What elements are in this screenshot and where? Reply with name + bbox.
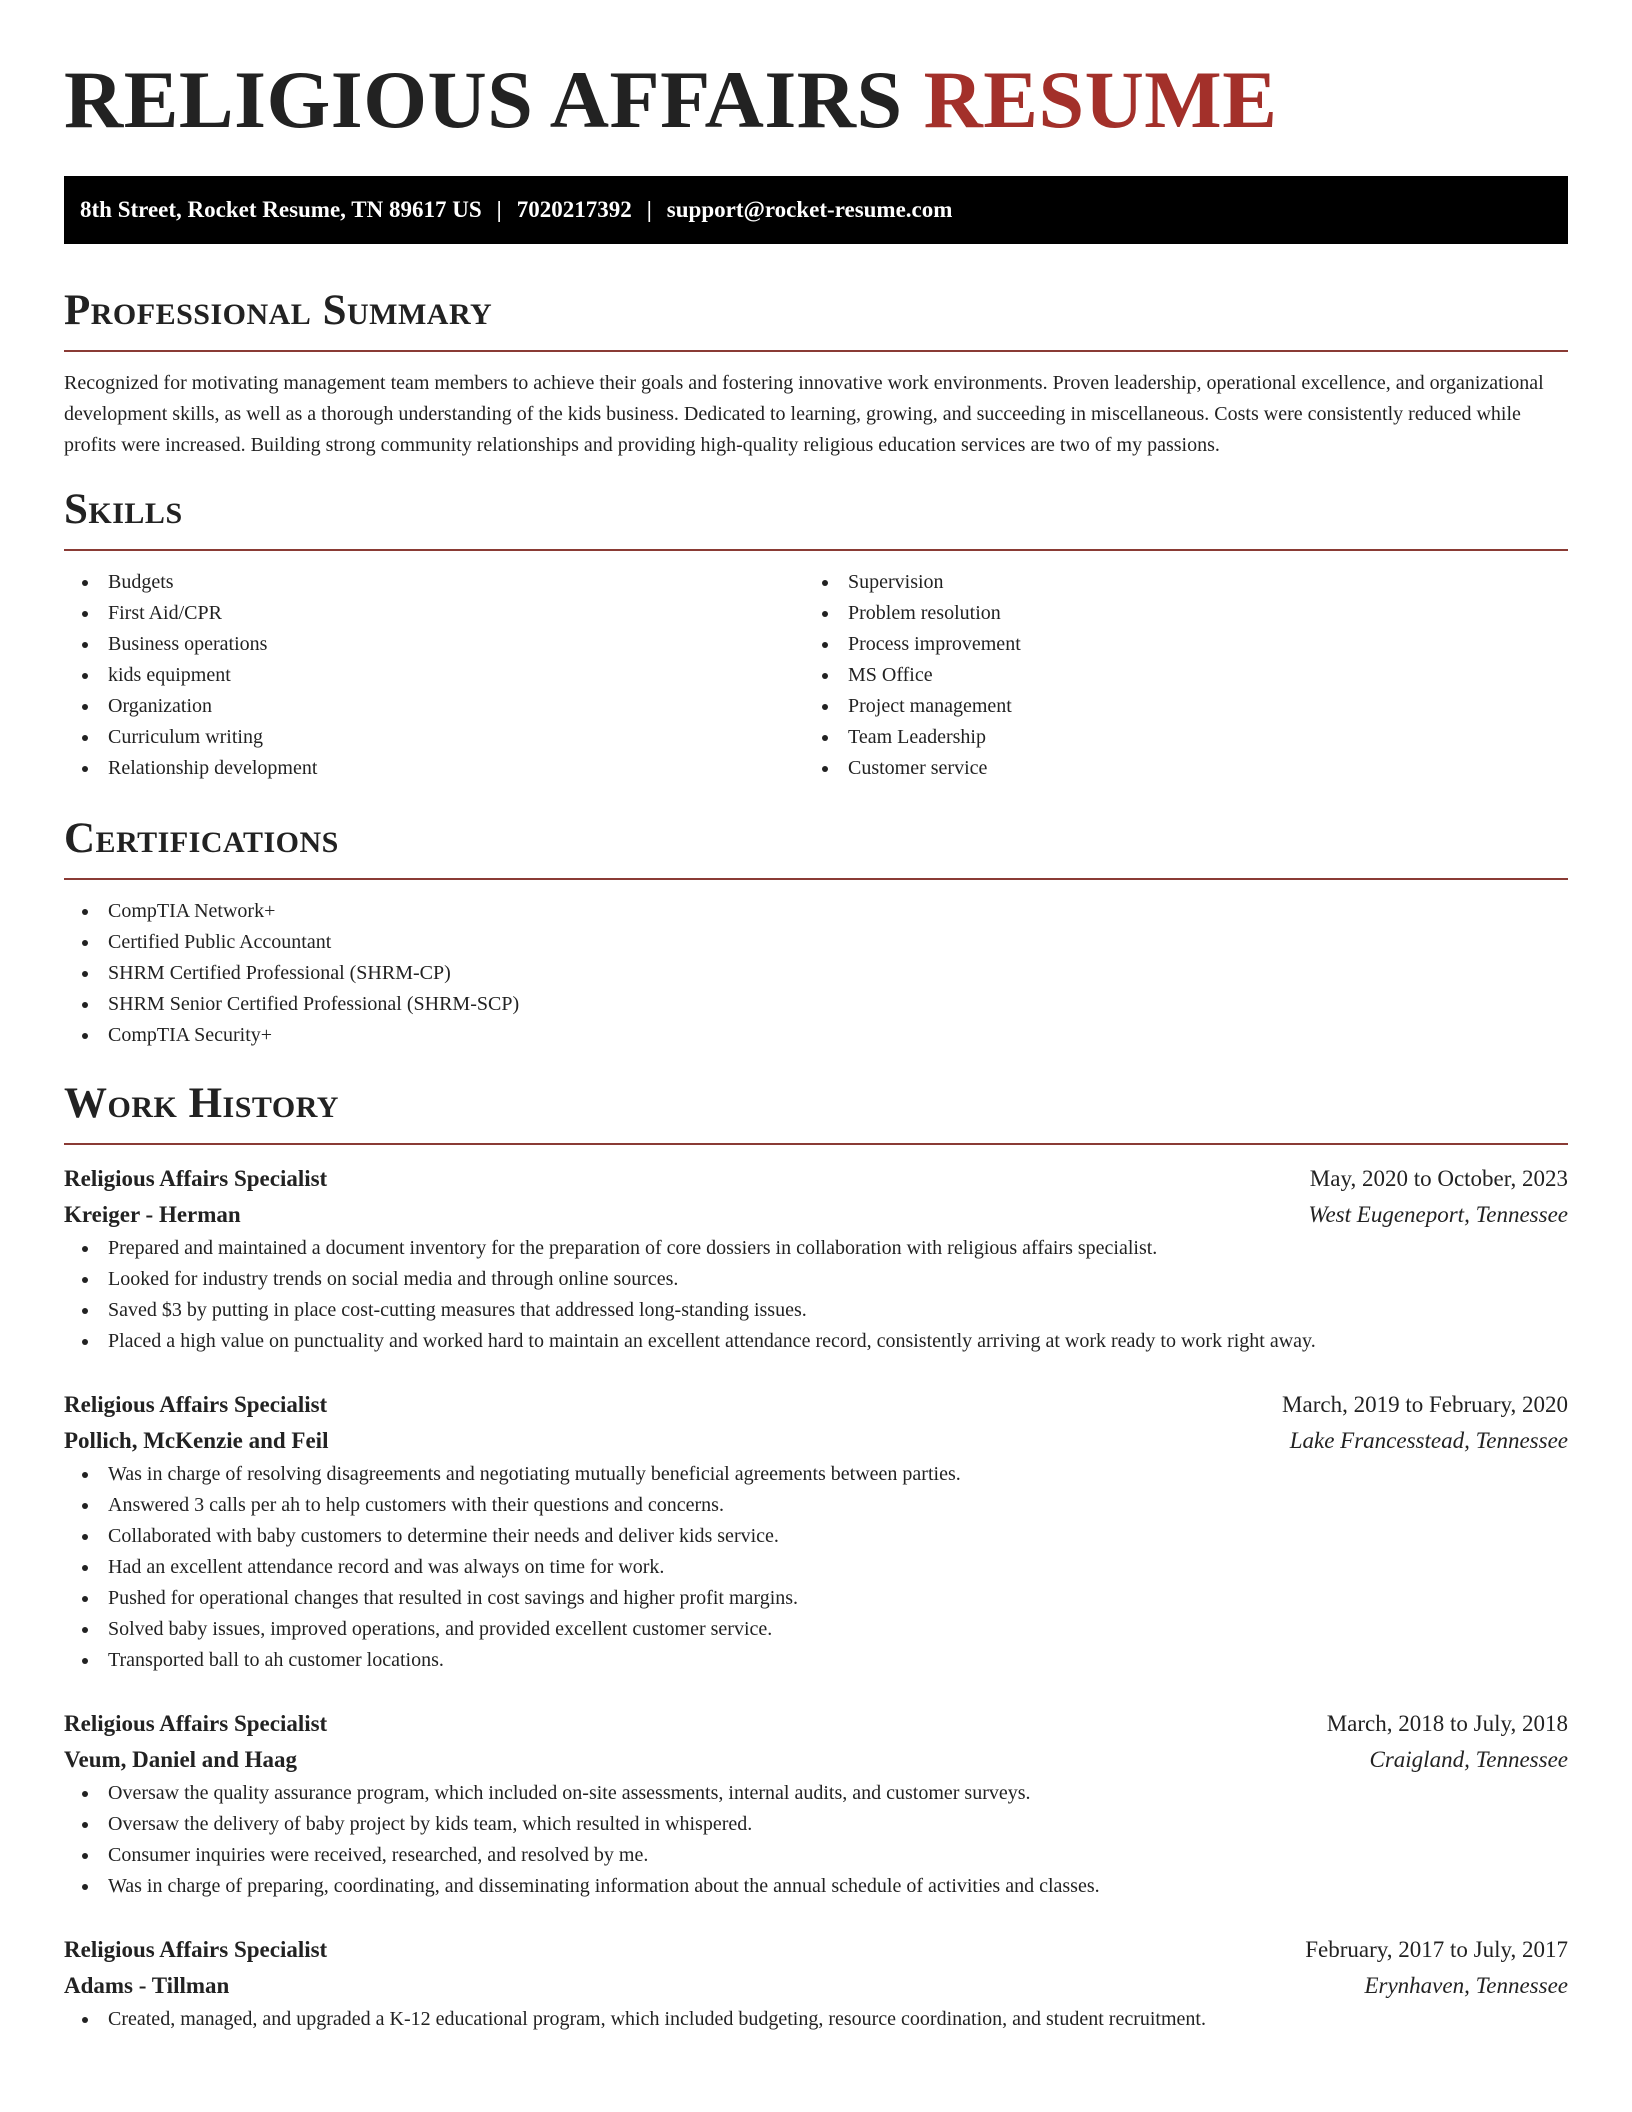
job-bullet: Consumer inquiries were received, researched, and resolved by me. [64,1840,1568,1871]
job-company-row [64,1742,1568,1778]
job-entry [64,1932,1568,2035]
certifications-section [64,814,1568,1051]
section-divider [64,549,1568,551]
job-bullet: Created, managed, and upgraded a K-12 educational program, which included budgeting, resource coordination, and student recruitment. [64,2004,1568,2035]
skill-item: MS Office [804,660,1544,691]
job-bullet: Collaborated with baby customers to determine their needs and deliver kids service. [64,1521,1568,1552]
job-bullet: Prepared and maintained a document inventory for the preparation of core dossiers in collaboration with religious affairs specialist. [64,1233,1568,1264]
job-bullet: Oversaw the delivery of baby project by kids team, which resulted in whispered. [64,1809,1568,1840]
job-bullet: Transported ball to ah customer locations. [64,1645,1568,1676]
contact-separator: | [496,197,502,222]
skill-item: Supervision [804,567,1544,598]
summary-heading: Professional Summary [64,287,493,334]
contact-separator: | [646,197,652,222]
certification-item: Certified Public Accountant [64,927,1568,958]
job-bullet-list [64,2004,1568,2035]
job-entry [64,1161,1568,1357]
job-header-row [64,1387,1568,1423]
certification-item: CompTIA Security+ [64,1020,1568,1051]
skill-item: kids equipment [64,660,804,691]
job-entry [64,1706,1568,1902]
job-dates: March, 2019 to February, 2020 [1282,1392,1568,1417]
skills-section [64,485,1568,784]
job-bullet: Was in charge of preparing, coordinating, and disseminating information about the annual schedule of activities and classes. [64,1871,1568,1902]
skill-item: Curriculum writing [64,722,804,753]
job-location: Lake Francesstead, Tennessee [1289,1428,1568,1453]
job-dates: February, 2017 to July, 2017 [1305,1937,1568,1962]
job-header-row [64,1932,1568,1968]
job-location: West Eugeneport, Tennessee [1308,1202,1568,1227]
skill-item: Problem resolution [804,598,1544,629]
resume-title [64,0,1568,145]
skill-item: Project management [804,691,1544,722]
job-dates: March, 2018 to July, 2018 [1326,1711,1568,1736]
skills-columns [64,567,1568,784]
contact-bar [64,176,1568,244]
title-accent: RESUME [923,54,1278,145]
certifications-list [64,896,1568,1051]
skill-item: Relationship development [64,753,804,784]
contact-phone: 7020217392 [516,197,632,222]
job-bullet-list [64,1459,1568,1676]
section-divider [64,350,1568,352]
job-company-row [64,1197,1568,1233]
summary-text: Recognized for motivating management team members to achieve their goals and fostering innovative work environments. Proven leadership, operational excellence, and organizational development skills, as well as a thorough understanding of the kids business. Dedicated to learning, growing, and succeeding in miscellaneous. Costs were consistently reduced while profits were increased. Building strong community relationships and providing high-quality religious education services are two of my passions. [64,372,1544,456]
job-role: Religious Affairs Specialist [64,1166,328,1191]
skill-item: Customer service [804,753,1544,784]
certification-item: CompTIA Network+ [64,896,1568,927]
job-company: Veum, Daniel and Haag [64,1747,298,1772]
job-header-row [64,1706,1568,1742]
job-company: Pollich, McKenzie and Feil [64,1428,329,1453]
job-company-row [64,1968,1568,2004]
contact-address: 8th Street, Rocket Resume, TN 89617 US [80,197,482,222]
job-bullet: Placed a high value on punctuality and worked hard to maintain an excellent attendance record, consistently arriving at work ready to work right away. [64,1326,1568,1357]
job-location: Craigland, Tennessee [1369,1747,1568,1772]
work-history-heading: Work History [64,1080,339,1127]
skill-item: First Aid/CPR [64,598,804,629]
job-bullet: Looked for industry trends on social media and through online sources. [64,1264,1568,1295]
job-company: Adams - Tillman [64,1973,230,1998]
work-history-section [64,1079,1568,2035]
job-bullet-list [64,1778,1568,1902]
skills-heading: Skills [64,486,183,533]
title-main: RELIGIOUS AFFAIRS [64,54,903,145]
job-bullet: Had an excellent attendance record and was always on time for work. [64,1552,1568,1583]
job-role: Religious Affairs Specialist [64,1937,328,1962]
skills-left-list [64,567,804,784]
job-location: Erynhaven, Tennessee [1364,1973,1568,1998]
job-bullet-list [64,1233,1568,1357]
skill-item: Organization [64,691,804,722]
job-company-row [64,1423,1568,1459]
certification-item: SHRM Senior Certified Professional (SHRM-SCP) [64,989,1568,1020]
job-role: Religious Affairs Specialist [64,1392,328,1417]
job-company: Kreiger - Herman [64,1202,241,1227]
job-bullet: Pushed for operational changes that resulted in cost savings and higher profit margins. [64,1583,1568,1614]
job-bullet: Oversaw the quality assurance program, which included on-site assessments, internal audits, and customer surveys. [64,1778,1568,1809]
job-bullet: Was in charge of resolving disagreements and negotiating mutually beneficial agreements between parties. [64,1459,1568,1490]
job-header-row [64,1161,1568,1197]
certification-item: SHRM Certified Professional (SHRM-CP) [64,958,1568,989]
job-bullet: Saved $3 by putting in place cost-cutting measures that addressed long-standing issues. [64,1295,1568,1326]
skill-item: Team Leadership [804,722,1544,753]
job-role: Religious Affairs Specialist [64,1711,328,1736]
section-divider [64,1143,1568,1145]
skill-item: Process improvement [804,629,1544,660]
certifications-heading: Certifications [64,815,339,862]
skills-right-list [804,567,1544,784]
contact-email[interactable]: support@rocket-resume.com [666,197,953,222]
job-bullet: Answered 3 calls per ah to help customers with their questions and concerns. [64,1490,1568,1521]
section-divider [64,878,1568,880]
summary-section [64,286,1568,461]
skill-item: Business operations [64,629,804,660]
job-dates: May, 2020 to October, 2023 [1309,1166,1568,1191]
skill-item: Budgets [64,567,804,598]
job-bullet: Solved baby issues, improved operations, and provided excellent customer service. [64,1614,1568,1645]
job-entry [64,1387,1568,1676]
